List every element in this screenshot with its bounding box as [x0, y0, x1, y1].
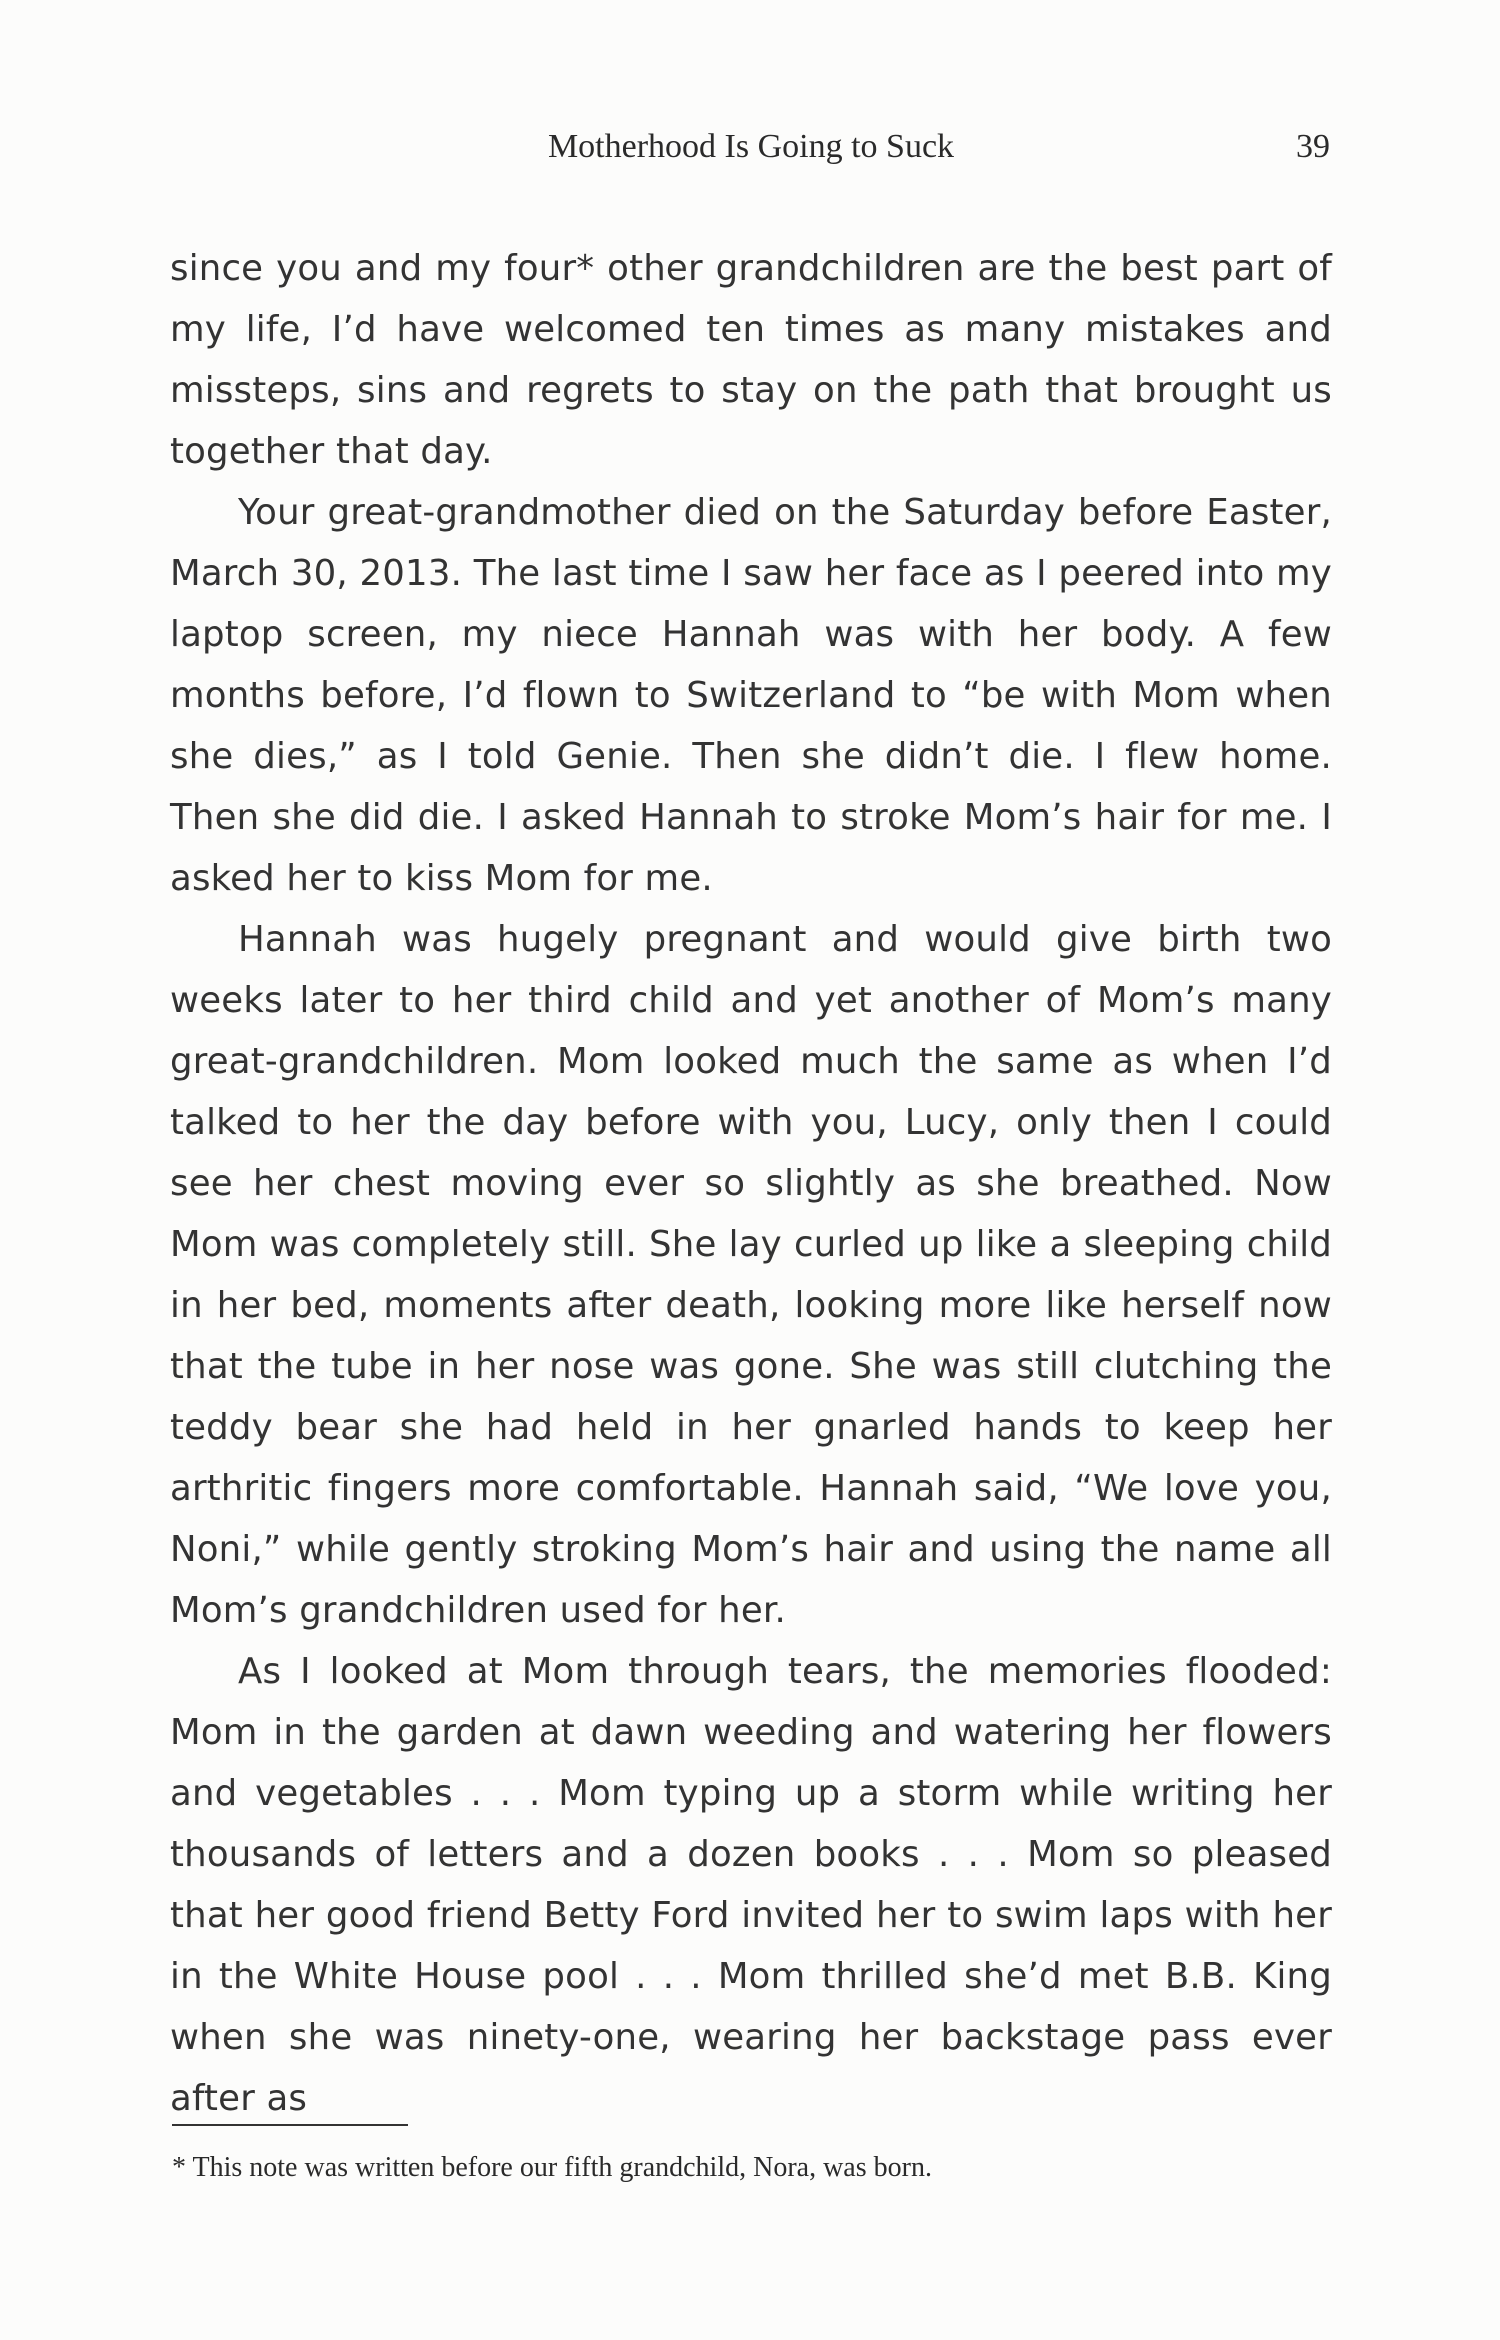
page-header [172, 122, 1330, 172]
running-title: Motherhood Is Going to Suck [547, 128, 955, 165]
paragraph-4: As I looked at Mom through tears, the memories flooded: Mom in the garden at dawn weeding and watering her flowers and vegetables . . . Mom typing up a storm while writing her thousands of letters and a dozen books . . . Mom so pleased that her good friend Betty Ford invited her to swim laps with her in the White House pool . . . Mom thrilled she’d met B.B. King when she was ninety-one, wearing her backstage pass ever after as [170, 1651, 1332, 2119]
paragraph-1: since you and my four* other grandchildren are the best part of my life, I’d have welcomed ten times as many mistakes and missteps, sins and regrets to stay on the path that brought us together that day. [170, 248, 1332, 472]
footnote: * This note was written before our fifth grandchild, Nora, was born. [172, 2152, 932, 2183]
body-text [170, 238, 1332, 2129]
page-number: 39 [1296, 128, 1330, 165]
paragraph-3: Hannah was hugely pregnant and would give birth two weeks later to her third child and yet another of Mom’s many great-grandchildren. Mom looked much the same as when I’d talked to her the day before with you, Lucy, only then I could see her chest moving ever so slightly as she breathed. Now Mom was completely still. She lay curled up like a sleeping child in her bed, moments after death, looking more like herself now that the tube in her nose was gone. She was still clutching the teddy bear she had held in her gnarled hands to keep her arthritic fingers more comfortable. Hannah said, “We love you, Noni,” while gently stroking Mom’s hair and using the name all Mom’s grandchildren used for her. [170, 919, 1332, 1631]
footnote-divider [172, 2124, 408, 2126]
paragraph-2: Your great-grandmother died on the Saturday before Easter, March 30, 2013. The last time I saw her face as I peered into my laptop screen, my niece Hannah was with her body. A few months before, I’d flown to Switzerland to “be with Mom when she dies,” as I told Genie. Then she didn’t die. I flew home. Then she did die. I asked Hannah to stroke Mom’s hair for me. I asked her to kiss Mom for me. [170, 492, 1332, 899]
